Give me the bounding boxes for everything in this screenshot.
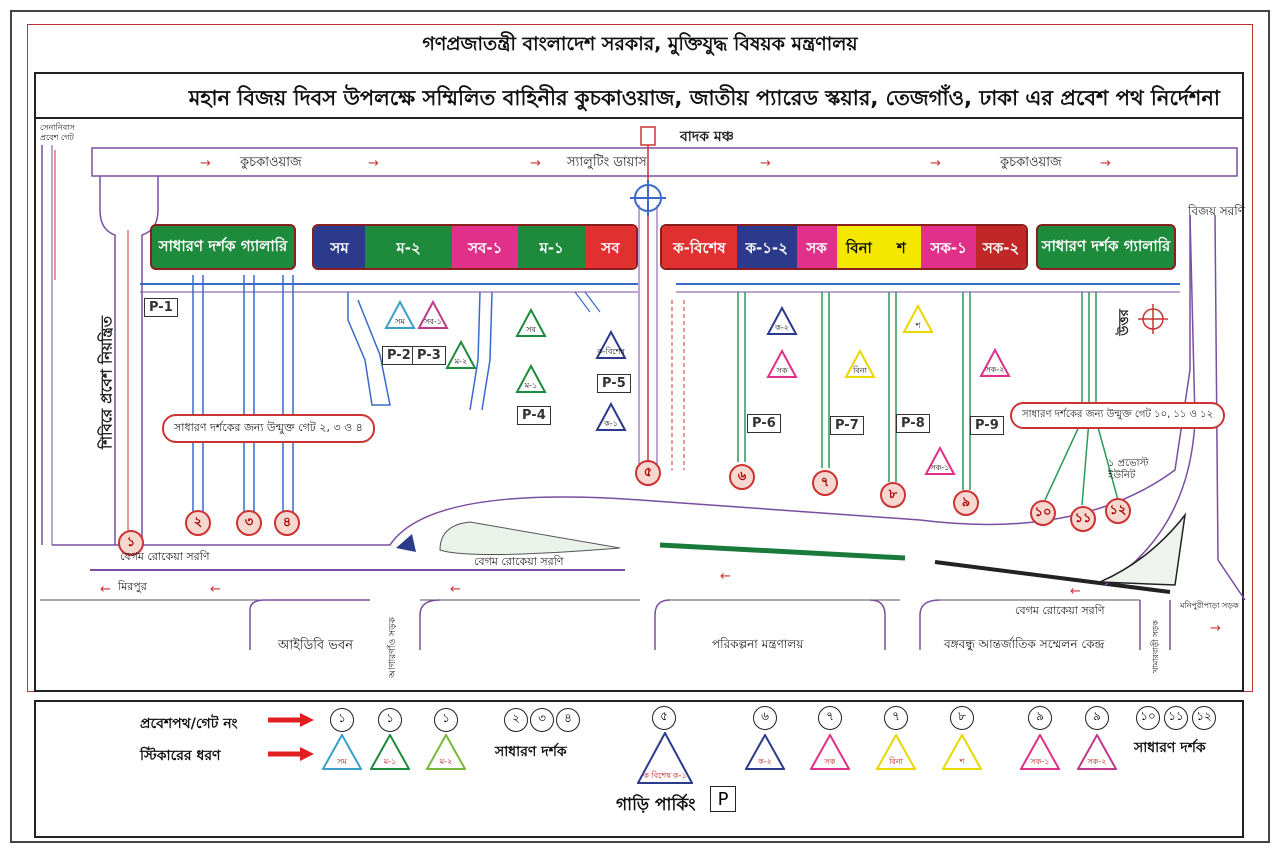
- svg-text:ক-২: ক-২: [775, 323, 789, 332]
- planning-ministry-label: পরিকল্পনা মন্ত্রণালয়: [712, 637, 804, 651]
- svg-text:→: →: [760, 156, 771, 171]
- sticker-triangle: [386, 302, 414, 328]
- provost-unit-label: ১ প্রভোস্ট ইউনিট: [1108, 458, 1149, 481]
- legend-public-gate-b-2: ১২: [1192, 706, 1216, 730]
- road-rokeya-1: বেগম রোকেয়া সরণি: [120, 550, 210, 563]
- svg-text:বিনা: বিনা: [889, 757, 903, 766]
- stand-4: ম-১: [518, 226, 584, 270]
- parking-p2: P-2: [382, 346, 416, 365]
- stand-2: ক-১-২: [737, 226, 797, 270]
- cantonment-gate-label: সেনানিবাস প্রবেশ গেট: [40, 123, 75, 142]
- svg-text:→: →: [1100, 156, 1111, 171]
- gate-3: ৩: [236, 510, 262, 536]
- legend-right-sticker-1: [810, 734, 850, 770]
- legend-right-gate-4: ৯: [1028, 706, 1052, 730]
- gate-11: ১১: [1070, 506, 1096, 532]
- saluting-dais-label: স্যালুটিং ডায়াস: [567, 155, 647, 170]
- sticker-triangle: [419, 302, 447, 328]
- manipuripara-label: মনিপুরীপাড়া সড়ক: [1180, 601, 1239, 610]
- gate-8: ৮: [880, 482, 906, 508]
- parking-p9: P-9: [970, 416, 1004, 435]
- svg-text:→: →: [200, 156, 211, 171]
- parking-p4: P-4: [517, 406, 551, 425]
- svg-text:ম-২: ম-২: [454, 357, 468, 366]
- parking-p6: P-6: [747, 414, 781, 433]
- svg-text:সম: সম: [395, 317, 405, 326]
- page-title: মহান বিজয় দিবস উপলক্ষে সম্মিলিত বাহিনীর কুচকাওয়াজ, জাতীয় প্যারেড স্কয়ার, তেজগাঁও, ঢাকা এর প্রবেশ পথ নির্দেশনা: [188, 86, 1220, 110]
- svg-text:←: ←: [1070, 584, 1081, 599]
- svg-text:বিনা: বিনা: [853, 366, 867, 375]
- svg-text:→: →: [1210, 621, 1221, 636]
- gate-2: ২: [185, 510, 211, 536]
- camp-entry-label: শিবিরে প্রবেশ নিয়ন্ত্রিত: [97, 315, 116, 450]
- svg-text:ক-বিশেষ: ক-বিশেষ: [597, 347, 625, 356]
- svg-text:←: ←: [720, 569, 731, 584]
- svg-text:সক-২: সক-২: [985, 365, 1005, 374]
- legend-public-gate-b-0: ১০: [1136, 706, 1160, 730]
- sticker-triangle: [517, 366, 545, 392]
- svg-text:ম-২: ম-২: [439, 757, 453, 766]
- legend-public-gate-b-1: ১১: [1164, 706, 1188, 730]
- legend-sticker-0: [322, 734, 362, 770]
- legend-right-sticker-5: [1077, 734, 1117, 770]
- gate-1: ১: [118, 530, 144, 556]
- svg-text:←: ←: [450, 582, 461, 597]
- svg-text:→: →: [930, 156, 941, 171]
- svg-text:সব: সব: [526, 325, 536, 334]
- svg-text:সক-১: সক-১: [930, 463, 950, 472]
- parking-p3: P-3: [412, 346, 446, 365]
- sticker-triangle: [447, 342, 475, 368]
- legend-gate-label: প্রবেশপথ/গেট নং: [140, 716, 238, 732]
- sticker-triangle: [596, 332, 625, 358]
- stand-2: ম-২: [365, 226, 452, 270]
- idb-label: আইডিবি ভবন: [278, 638, 353, 653]
- stand-3: সক: [797, 226, 837, 270]
- parking-p1: P-1: [144, 298, 178, 317]
- khamarbari-label: খামারবাড়ী সড়ক: [1150, 620, 1160, 673]
- legend-right-gate-5: ৯: [1085, 706, 1109, 730]
- legend-gate-5: ৫: [652, 706, 676, 730]
- legend-right-gate-1: ৭: [818, 706, 842, 730]
- public-gates-right-note: সাধারণ দর্শকের জন্য উন্মুক্ত গেট ১০, ১১ ও ১২: [1010, 402, 1225, 429]
- svg-text:→: →: [368, 156, 379, 171]
- bijoy-sarani-label: বিজয় সরণি: [1188, 204, 1245, 218]
- sticker-triangle: [904, 306, 932, 332]
- sticker-triangle: [597, 404, 625, 430]
- svg-text:সক-২: সক-২: [1087, 757, 1107, 766]
- stand-7: সক-২: [976, 226, 1026, 270]
- sticker-triangle: [517, 310, 545, 336]
- svg-text:সক-১: সক-১: [1030, 757, 1050, 766]
- legend-parking-label: গাড়ি পার্কিং: [616, 795, 696, 815]
- svg-text:সম: সম: [337, 757, 347, 766]
- legend-right-sticker-4: [1020, 734, 1060, 770]
- legend-sticker-5: [637, 732, 693, 784]
- gate-10: ১০: [1030, 500, 1056, 526]
- svg-text:সক: সক: [824, 757, 836, 766]
- sticker-triangle: [768, 308, 796, 334]
- stand-3: সব-১: [452, 226, 518, 270]
- sticker-triangle: [768, 351, 796, 377]
- svg-text:←: ←: [100, 582, 111, 597]
- legend-parking-symbol: P: [710, 786, 736, 812]
- svg-text:ম-১: ম-১: [524, 381, 538, 390]
- sticker-triangle: [846, 351, 874, 377]
- bicc-label: বঙ্গবন্ধু আন্তর্জাতিক সম্মেলন কেন্দ্র: [944, 637, 1105, 651]
- svg-text:→: →: [530, 156, 541, 171]
- svg-text:সক: সক: [776, 366, 788, 375]
- stand-5: শ: [881, 226, 921, 270]
- gate-6: ৬: [729, 464, 755, 490]
- svg-text:ক-১: ক-১: [604, 419, 618, 428]
- legend-public-gate-a-2: ৪: [556, 708, 580, 732]
- road-rokeya-2: বেগম রোকেয়া সরণি: [474, 555, 564, 568]
- legend-sticker-1: [370, 734, 410, 770]
- sticker-triangle: [981, 350, 1009, 376]
- svg-text:←: ←: [210, 582, 221, 597]
- svg-text:সব-১: সব-১: [424, 317, 442, 326]
- legend-gate-1: ১: [378, 708, 402, 732]
- legend-gate-0: ১: [330, 708, 354, 732]
- legend-gate-2: ১: [434, 708, 458, 732]
- north-label: উত্তর: [1116, 309, 1132, 336]
- band-stage-label: বাদক মঞ্চ: [680, 129, 734, 145]
- stand-5: সব: [585, 226, 636, 270]
- public-gates-left-note: সাধারণ দর্শকের জন্য উন্মুক্ত গেট ২, ৩ ও ৪: [162, 414, 375, 443]
- svg-text:শ: শ: [959, 757, 965, 766]
- gate-5: ৫: [635, 460, 661, 486]
- svg-text:শ: শ: [915, 321, 921, 330]
- public-gallery-left: সাধারণ দর্শক গ্যালারি: [150, 224, 296, 270]
- parking-p5: P-5: [597, 374, 631, 393]
- legend-right-gate-2: ৭: [884, 706, 908, 730]
- legend-public-text-a: সাধারণ দর্শক: [495, 744, 567, 760]
- svg-text:ক-২: ক-২: [758, 757, 772, 766]
- gate-12: ১২: [1105, 498, 1131, 524]
- stand-6: সক-১: [921, 226, 976, 270]
- legend-sticker-label: স্টিকারের ধরণ: [140, 748, 221, 764]
- svg-text:ক বিশেষ ক-১: ক বিশেষ ক-১: [643, 771, 687, 780]
- parade-label-left: কুচকাওয়াজ: [240, 155, 302, 170]
- legend-public-gate-a-1: ৩: [530, 708, 554, 732]
- stand-1: ক-বিশেষ: [662, 226, 737, 270]
- parking-p7: P-7: [830, 416, 864, 435]
- road-rokeya-3: বেগম রোকেয়া সরণি: [1015, 604, 1105, 617]
- legend-right-sticker-2: [876, 734, 916, 770]
- legend-right-gate-0: ৬: [753, 706, 777, 730]
- sticker-triangle: [926, 448, 954, 474]
- legend-public-gate-a-0: ২: [504, 708, 528, 732]
- parking-p8: P-8: [896, 414, 930, 433]
- agargaon-road-label: আগারগাঁও সড়ক: [387, 617, 398, 678]
- gate-9: ৯: [953, 490, 979, 516]
- legend-right-gate-3: ৮: [950, 706, 974, 730]
- ministry-title: গণপ্রজাতন্ত্রী বাংলাদেশ সরকার, মুক্তিযুদ্ধ বিষয়ক মন্ত্রণালয়: [422, 33, 858, 55]
- legend-sticker-2: [426, 734, 466, 770]
- stand-1: সম: [314, 226, 365, 270]
- mirpur-label: মিরপুর: [118, 580, 147, 593]
- legend-public-text-b: সাধারণ দর্শক: [1134, 740, 1206, 756]
- legend-right-sticker-3: [942, 734, 982, 770]
- legend-right-sticker-0: [745, 734, 785, 770]
- stand-4: বিনা: [837, 226, 882, 270]
- gate-7: ৭: [812, 470, 838, 496]
- gate-4: ৪: [274, 510, 300, 536]
- svg-text:ম-১: ম-১: [383, 757, 397, 766]
- parade-label-right: কুচকাওয়াজ: [1000, 155, 1062, 170]
- public-gallery-right: সাধারণ দর্শক গ্যালারি: [1036, 224, 1176, 270]
